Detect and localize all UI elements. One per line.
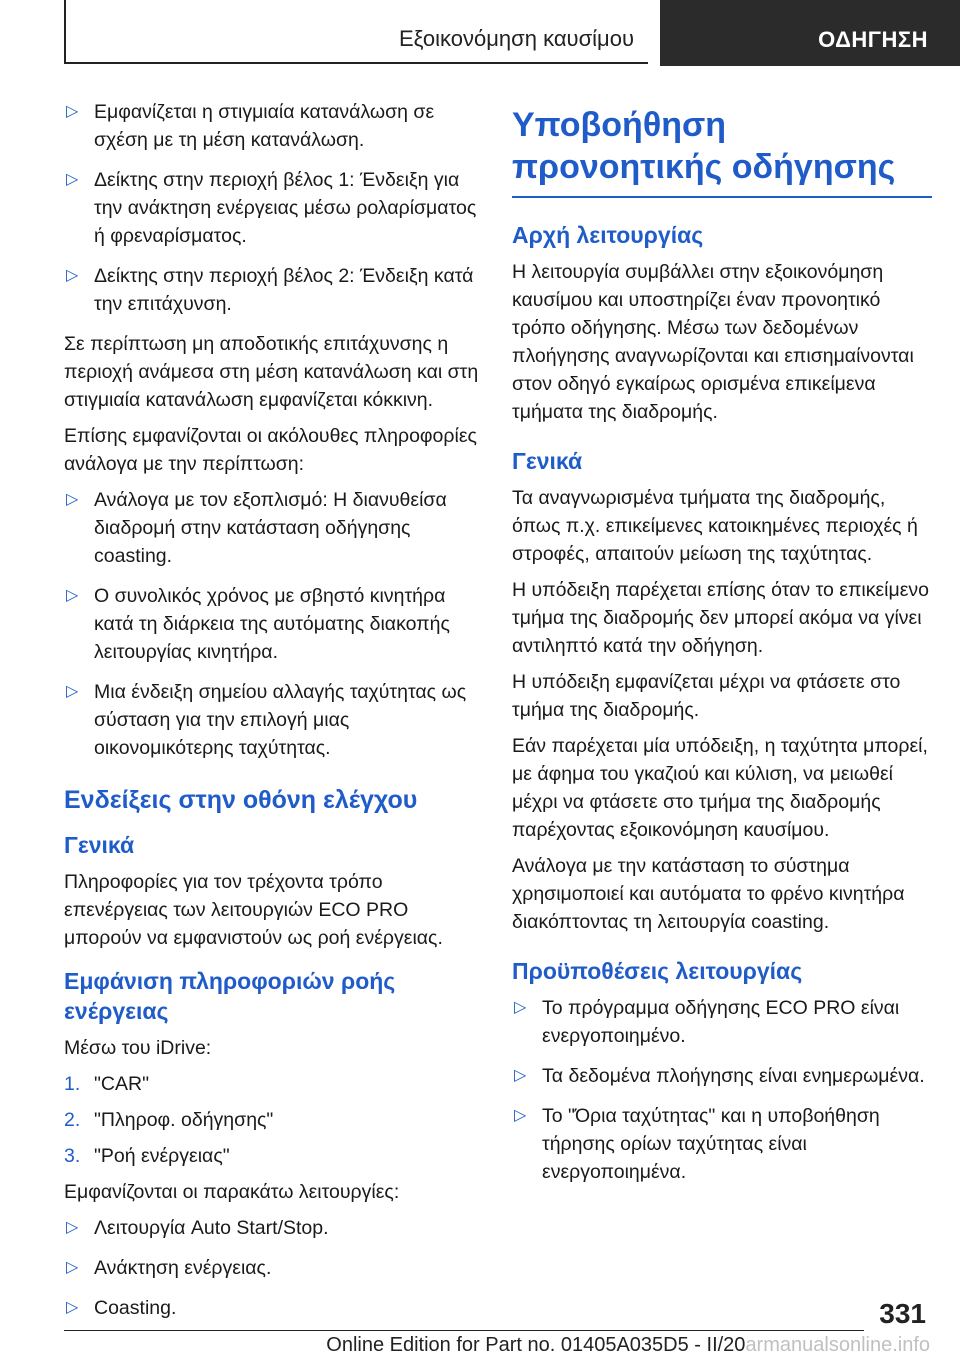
list-item: ▷ Μια ένδειξη σημείου αλλαγής ταχύτητας ως σύσταση για την επιλογή μιας οικονομικότερης ταχύτητας.: [64, 678, 484, 762]
paragraph: Μέσω του iDrive:: [64, 1037, 212, 1059]
subheading-energy-flow: Εμφάνιση πληροφοριών ροής ενέργειας: [64, 968, 396, 1024]
page-number: 331: [879, 1298, 926, 1329]
bullet-list-functions: [64, 1214, 484, 1322]
triangle-bullet-icon: ▷: [66, 171, 79, 188]
list-item: ▷ Τα δεδομένα πλοήγησης είναι ενημερωμένα.: [512, 1062, 932, 1090]
triangle-bullet-icon: ▷: [66, 1259, 79, 1276]
right-column: [512, 104, 932, 1198]
bullet-list-requirements: [512, 994, 932, 1186]
list-item: ▷ Coasting.: [64, 1294, 484, 1322]
triangle-bullet-icon: ▷: [66, 103, 79, 120]
header-chapter-tab[interactable]: ΟΔΗΓΗΣΗ: [660, 0, 960, 66]
bullet-list-info: [64, 486, 484, 762]
triangle-bullet-icon: ▷: [514, 1107, 527, 1124]
paragraph: Ανάλογα με την κατάσταση το σύστημα χρησιμοποιεί και αυτόματα το φρένο κινητήρα διακόπτοντας τη λειτουργία coasting.: [512, 855, 905, 933]
list-item: ▷ Ανάλογα με τον εξοπλισμό: Η διανυθείσα διαδρομή στην κατάσταση οδήγησης coasting.: [64, 486, 484, 570]
list-item: ▷ Ανάκτηση ενέργειας.: [64, 1254, 484, 1282]
triangle-bullet-icon: ▷: [66, 1219, 79, 1236]
paragraph: Επίσης εμφανίζονται οι ακόλουθες πληροφορίες ανάλογα με την περίπτωση:: [64, 425, 477, 475]
step-item: 3. "Ροή ενέργειας": [64, 1145, 230, 1167]
triangle-bullet-icon: ▷: [66, 491, 79, 508]
subheading-general: Γενικά: [64, 832, 135, 858]
bullet-list-consumption: [64, 98, 484, 318]
triangle-bullet-icon: ▷: [514, 999, 527, 1016]
page-title: Υποβοήθηση προνοητικής οδήγησης: [512, 104, 932, 198]
step-item: 1. "CAR": [64, 1073, 150, 1095]
watermark: armanualsonline.info: [745, 1334, 930, 1356]
header-section-title: Εξοικονόμηση καυσίμου: [66, 0, 648, 64]
idrive-steps: [64, 1070, 484, 1170]
section-heading-display: Ενδείξεις στην οθόνη ελέγχου: [64, 786, 418, 814]
triangle-bullet-icon: ▷: [66, 683, 79, 700]
list-item: ▷ Λειτουργία Auto Start/Stop.: [64, 1214, 484, 1242]
list-item: ▷ Δείκτης στην περιοχή βέλος 2: Ένδειξη κατά την επιτάχυνση.: [64, 262, 484, 318]
paragraph: Τα αναγνωρισμένα τμήματα της διαδρομής, όπως π.χ. επικείμενες κατοικημένες περιοχές ή στροφές, απαιτούν μείωση της ταχύτητας.: [512, 487, 918, 565]
list-item: ▷ Το "Όρια ταχύτητας" και η υποβοήθηση τήρησης ορίων ταχύτητας είναι ενεργοποιημένα.: [512, 1102, 932, 1186]
list-item: ▷ Εμφανίζεται η στιγμιαία κατανάλωση σε σχέση με τη μέση κατανάλωση.: [64, 98, 484, 154]
paragraph: Η υπόδειξη εμφανίζεται μέχρι να φτάσετε στο τμήμα της διαδρομής.: [512, 671, 901, 721]
left-column: [64, 98, 484, 1334]
paragraph: Η υπόδειξη παρέχεται επίσης όταν το επικείμενο τμήμα της διαδρομής δεν μπορεί ακόμα να γίνει αντιληπτό κατά την οδήγηση.: [512, 579, 930, 657]
subheading-general: Γενικά: [512, 448, 583, 474]
subheading-requirements: Προϋποθέσεις λειτουργίας: [512, 958, 803, 984]
subheading-principle: Αρχή λειτουργίας: [512, 222, 704, 248]
triangle-bullet-icon: ▷: [66, 1299, 79, 1316]
list-item: ▷ Ο συνολικός χρόνος με σβηστό κινητήρα κατά τη διάρκεια της αυτόματης διακοπής λειτουργίας κινητήρα.: [64, 582, 484, 666]
paragraph: Η λειτουργία συμβάλλει στην εξοικονόμηση καυσίμου και υποστηρίζει έναν προνοητικό τρόπο οδήγησης. Μέσω των δεδομένων πλοήγησης αναγνωρίζονται και επισημαίνονται στον οδηγό εγκαίρως ορισμένα επικείμενα τμήματα της διαδρομής.: [512, 261, 914, 423]
footer-edition: [326, 1334, 930, 1357]
paragraph: Εμφανίζονται οι παρακάτω λειτουργίες:: [64, 1181, 400, 1203]
list-item: ▷ Δείκτης στην περιοχή βέλος 1: Ένδειξη για την ανάκτηση ενέργειας μέσω ρολαρίσματος ή φρεναρίσματος.: [64, 166, 484, 250]
paragraph: Εάν παρέχεται μία υπόδειξη, η ταχύτητα μπορεί, με άφημα του γκαζιού και κύλιση, να μειωθεί μέχρι να φτάσετε στο τμήμα της διαδρομής παρέχοντας εξοικονόμηση καυσίμου.: [512, 735, 928, 841]
footer-rule: [64, 1330, 864, 1331]
edition-text: Online Edition for Part no. 01405A035D5 - II/20: [326, 1334, 746, 1356]
triangle-bullet-icon: ▷: [66, 587, 79, 604]
triangle-bullet-icon: ▷: [514, 1067, 527, 1084]
paragraph: Σε περίπτωση μη αποδοτικής επιτάχυνσης η περιοχή ανάμεσα στη μέση κατανάλωση και στη στιγμιαία κατανάλωση εμφανίζεται κόκκινη.: [64, 333, 479, 411]
list-item: ▷ Το πρόγραμμα οδήγησης ECO PRO είναι ενεργοποιημένο.: [512, 994, 932, 1050]
triangle-bullet-icon: ▷: [66, 267, 79, 284]
step-item: 2. "Πληροφ. οδήγησης": [64, 1109, 274, 1131]
paragraph: Πληροφορίες για τον τρέχοντα τρόπο επενέργειας των λειτουργιών ECO PRO μπορούν να εμφανιστούν ως ροή ενέργειας.: [64, 871, 443, 949]
